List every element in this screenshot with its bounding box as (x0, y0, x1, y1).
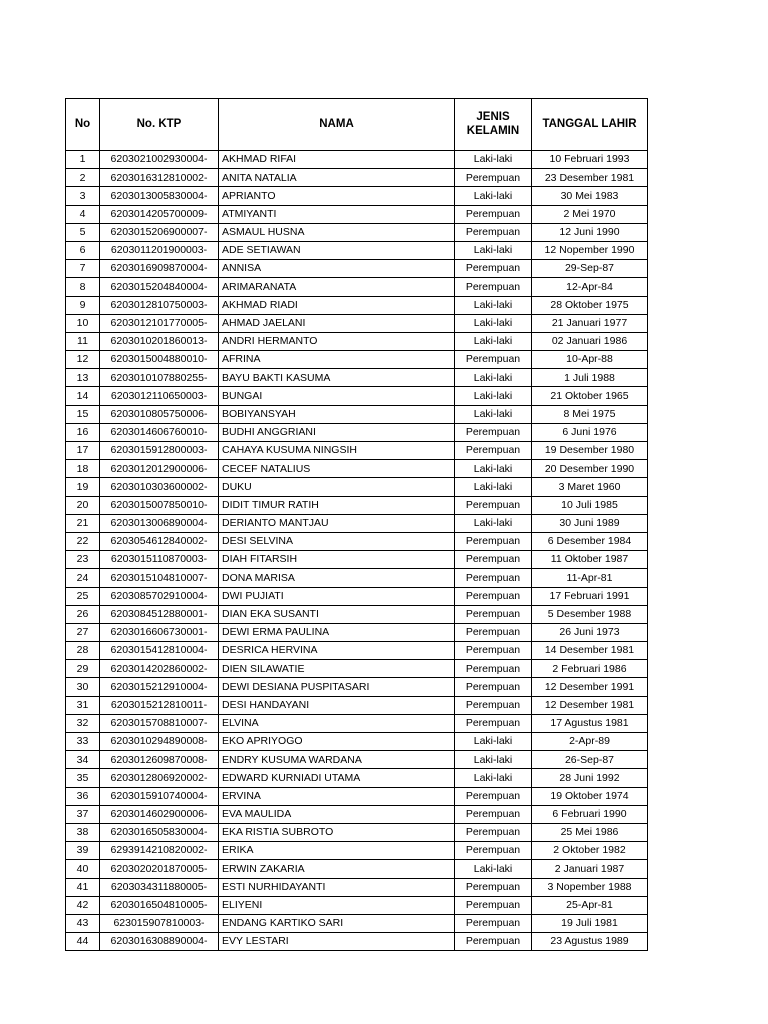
cell-ktp: 6203012609870008- (100, 751, 219, 769)
cell-tanggal-lahir: 12-Apr-84 (532, 278, 648, 296)
cell-ktp: 6203084512880001- (100, 605, 219, 623)
cell-no: 31 (66, 696, 100, 714)
table-row (66, 696, 648, 714)
table-row (66, 678, 648, 696)
table-row (66, 351, 648, 369)
cell-nama: ESTI NURHIDAYANTI (219, 878, 455, 896)
table-row (66, 551, 648, 569)
cell-jenis-kelamin: Laki-laki (455, 751, 532, 769)
cell-tanggal-lahir: 3 Nopember 1988 (532, 878, 648, 896)
cell-tanggal-lahir: 02 Januari 1986 (532, 332, 648, 350)
table-row (66, 769, 648, 787)
cell-nama: DESRICA HERVINA (219, 642, 455, 660)
cell-nama: AHMAD JAELANI (219, 314, 455, 332)
cell-ktp: 6203010201860013- (100, 332, 219, 350)
table-row (66, 514, 648, 532)
cell-jenis-kelamin: Perempuan (455, 442, 532, 460)
cell-ktp: 6203015007850010- (100, 496, 219, 514)
cell-jenis-kelamin: Perempuan (455, 587, 532, 605)
cell-nama: DIAH FITARSIH (219, 551, 455, 569)
cell-ktp: 6203015110870003- (100, 551, 219, 569)
cell-tanggal-lahir: 19 Oktober 1974 (532, 787, 648, 805)
cell-nama: AKHMAD RIFAI (219, 151, 455, 169)
cell-no: 2 (66, 169, 100, 187)
table-row (66, 860, 648, 878)
cell-tanggal-lahir: 5 Desember 1988 (532, 605, 648, 623)
cell-no: 33 (66, 733, 100, 751)
cell-tanggal-lahir: 30 Juni 1989 (532, 514, 648, 532)
cell-no: 42 (66, 896, 100, 914)
table-row (66, 532, 648, 550)
cell-jenis-kelamin: Laki-laki (455, 733, 532, 751)
cell-tanggal-lahir: 17 Februari 1991 (532, 587, 648, 605)
cell-nama: EVA MAULIDA (219, 805, 455, 823)
table-row (66, 823, 648, 841)
cell-jenis-kelamin: Laki-laki (455, 860, 532, 878)
header-row (66, 99, 648, 151)
cell-jenis-kelamin: Laki-laki (455, 314, 532, 332)
table-row (66, 405, 648, 423)
table-row (66, 369, 648, 387)
cell-nama: ARIMARANATA (219, 278, 455, 296)
cell-nama: DIDIT TIMUR RATIH (219, 496, 455, 514)
cell-nama: DIAN EKA SUSANTI (219, 605, 455, 623)
cell-nama: DWI PUJIATI (219, 587, 455, 605)
cell-jenis-kelamin: Perempuan (455, 223, 532, 241)
cell-tanggal-lahir: 26-Sep-87 (532, 751, 648, 769)
cell-no: 14 (66, 387, 100, 405)
cell-no: 3 (66, 187, 100, 205)
cell-jenis-kelamin: Perempuan (455, 205, 532, 223)
cell-jenis-kelamin: Perempuan (455, 933, 532, 951)
cell-ktp: 6203015004880010- (100, 351, 219, 369)
table-row (66, 896, 648, 914)
cell-nama: ERWIN ZAKARIA (219, 860, 455, 878)
cell-nama: ATMIYANTI (219, 205, 455, 223)
cell-tanggal-lahir: 28 Oktober 1975 (532, 296, 648, 314)
table-row (66, 278, 648, 296)
table-row (66, 642, 648, 660)
cell-no: 12 (66, 351, 100, 369)
cell-nama: ERVINA (219, 787, 455, 805)
cell-no: 5 (66, 223, 100, 241)
cell-tanggal-lahir: 17 Agustus 1981 (532, 714, 648, 732)
cell-no: 41 (66, 878, 100, 896)
cell-no: 1 (66, 151, 100, 169)
cell-jenis-kelamin: Laki-laki (455, 187, 532, 205)
cell-jenis-kelamin: Perempuan (455, 787, 532, 805)
cell-jenis-kelamin: Perempuan (455, 496, 532, 514)
cell-tanggal-lahir: 2-Apr-89 (532, 733, 648, 751)
cell-no: 21 (66, 514, 100, 532)
cell-no: 39 (66, 842, 100, 860)
cell-tanggal-lahir: 6 Februari 1990 (532, 805, 648, 823)
cell-no: 25 (66, 587, 100, 605)
cell-nama: DEWI DESIANA PUSPITASARI (219, 678, 455, 696)
table-row (66, 223, 648, 241)
cell-no: 43 (66, 914, 100, 932)
cell-ktp: 6203010107880255- (100, 369, 219, 387)
cell-nama: DUKU (219, 478, 455, 496)
cell-jenis-kelamin: Perempuan (455, 569, 532, 587)
cell-jenis-kelamin: Perempuan (455, 660, 532, 678)
table-row (66, 314, 648, 332)
cell-jenis-kelamin: Laki-laki (455, 296, 532, 314)
cell-ktp: 6203016504810005- (100, 896, 219, 914)
cell-jenis-kelamin: Perempuan (455, 914, 532, 932)
table-row (66, 296, 648, 314)
cell-tanggal-lahir: 25 Mei 1986 (532, 823, 648, 841)
cell-no: 40 (66, 860, 100, 878)
table-row (66, 605, 648, 623)
cell-ktp: 6203015204840004- (100, 278, 219, 296)
cell-ktp: 6203014606760010- (100, 423, 219, 441)
table-row (66, 387, 648, 405)
cell-no: 23 (66, 551, 100, 569)
cell-ktp: 6203054612840002- (100, 532, 219, 550)
cell-jenis-kelamin: Laki-laki (455, 387, 532, 405)
cell-tanggal-lahir: 23 Desember 1981 (532, 169, 648, 187)
table-row (66, 787, 648, 805)
cell-jenis-kelamin: Perempuan (455, 896, 532, 914)
cell-jenis-kelamin: Perempuan (455, 678, 532, 696)
cell-jenis-kelamin: Perempuan (455, 642, 532, 660)
cell-nama: APRIANTO (219, 187, 455, 205)
cell-ktp: 623015907810003- (100, 914, 219, 932)
cell-jenis-kelamin: Perempuan (455, 805, 532, 823)
cell-jenis-kelamin: Laki-laki (455, 514, 532, 532)
cell-tanggal-lahir: 28 Juni 1992 (532, 769, 648, 787)
cell-tanggal-lahir: 1 Juli 1988 (532, 369, 648, 387)
cell-ktp: 6203016312810002- (100, 169, 219, 187)
cell-nama: DIEN SILAWATIE (219, 660, 455, 678)
table-row (66, 933, 648, 951)
cell-nama: AFRINA (219, 351, 455, 369)
cell-tanggal-lahir: 6 Juni 1976 (532, 423, 648, 441)
cell-jenis-kelamin: Laki-laki (455, 460, 532, 478)
table-row (66, 569, 648, 587)
table-row (66, 878, 648, 896)
cell-ktp: 6203012810750003- (100, 296, 219, 314)
cell-ktp: 6203013005830004- (100, 187, 219, 205)
cell-no: 27 (66, 623, 100, 641)
cell-tanggal-lahir: 6 Desember 1984 (532, 532, 648, 550)
cell-jenis-kelamin: Perempuan (455, 842, 532, 860)
table-row (66, 151, 648, 169)
cell-no: 20 (66, 496, 100, 514)
table-row (66, 187, 648, 205)
table-row (66, 423, 648, 441)
cell-nama: DONA MARISA (219, 569, 455, 587)
header-tanggal-lahir: TANGGAL LAHIR (532, 99, 648, 151)
cell-nama: DERIANTO MANTJAU (219, 514, 455, 532)
cell-ktp: 6203012806920002- (100, 769, 219, 787)
cell-tanggal-lahir: 19 Juli 1981 (532, 914, 648, 932)
cell-jenis-kelamin: Perempuan (455, 551, 532, 569)
cell-tanggal-lahir: 10-Apr-88 (532, 351, 648, 369)
cell-jenis-kelamin: Laki-laki (455, 405, 532, 423)
cell-ktp: 6203016909870004- (100, 260, 219, 278)
cell-nama: ENDRY KUSUMA WARDANA (219, 751, 455, 769)
cell-no: 32 (66, 714, 100, 732)
cell-nama: ERIKA (219, 842, 455, 860)
table-row (66, 805, 648, 823)
table-row (66, 332, 648, 350)
cell-ktp: 6203015708810007- (100, 714, 219, 732)
cell-jenis-kelamin: Laki-laki (455, 332, 532, 350)
cell-no: 44 (66, 933, 100, 951)
cell-no: 35 (66, 769, 100, 787)
cell-jenis-kelamin: Laki-laki (455, 151, 532, 169)
cell-jenis-kelamin: Perempuan (455, 532, 532, 550)
table-row (66, 442, 648, 460)
cell-tanggal-lahir: 12 Nopember 1990 (532, 241, 648, 259)
cell-nama: BOBIYANSYAH (219, 405, 455, 423)
cell-no: 38 (66, 823, 100, 841)
cell-ktp: 6203010303600002- (100, 478, 219, 496)
cell-jenis-kelamin: Laki-laki (455, 478, 532, 496)
cell-ktp: 6293914210820002- (100, 842, 219, 860)
cell-no: 9 (66, 296, 100, 314)
cell-nama: EDWARD KURNIADI UTAMA (219, 769, 455, 787)
cell-ktp: 6203012110650003- (100, 387, 219, 405)
cell-no: 28 (66, 642, 100, 660)
cell-tanggal-lahir: 23 Agustus 1989 (532, 933, 648, 951)
cell-nama: ANDRI HERMANTO (219, 332, 455, 350)
cell-no: 15 (66, 405, 100, 423)
cell-nama: ANNISA (219, 260, 455, 278)
table-row (66, 496, 648, 514)
cell-no: 18 (66, 460, 100, 478)
cell-no: 26 (66, 605, 100, 623)
cell-tanggal-lahir: 21 Oktober 1965 (532, 387, 648, 405)
cell-ktp: 6203015206900007- (100, 223, 219, 241)
cell-tanggal-lahir: 2 Februari 1986 (532, 660, 648, 678)
table-row (66, 733, 648, 751)
cell-no: 29 (66, 660, 100, 678)
cell-nama: CAHAYA KUSUMA NINGSIH (219, 442, 455, 460)
cell-nama: DEWI ERMA PAULINA (219, 623, 455, 641)
cell-no: 34 (66, 751, 100, 769)
cell-no: 10 (66, 314, 100, 332)
cell-nama: EVY LESTARI (219, 933, 455, 951)
cell-no: 19 (66, 478, 100, 496)
header-jenis-kelamin: JENIS KELAMIN (455, 99, 532, 151)
cell-ktp: 6203013006890004- (100, 514, 219, 532)
table-row (66, 241, 648, 259)
cell-jenis-kelamin: Perempuan (455, 623, 532, 641)
cell-tanggal-lahir: 10 Februari 1993 (532, 151, 648, 169)
table-row (66, 842, 648, 860)
cell-ktp: 6203015212910004- (100, 678, 219, 696)
header-ktp: No. KTP (100, 99, 219, 151)
cell-ktp: 6203034311880005- (100, 878, 219, 896)
header-no: No (66, 99, 100, 151)
cell-jenis-kelamin: Perempuan (455, 278, 532, 296)
cell-ktp: 6203015910740004- (100, 787, 219, 805)
cell-nama: EKO APRIYOGO (219, 733, 455, 751)
cell-tanggal-lahir: 2 Mei 1970 (532, 205, 648, 223)
cell-nama: CECEF NATALIUS (219, 460, 455, 478)
cell-jenis-kelamin: Perempuan (455, 260, 532, 278)
cell-tanggal-lahir: 29-Sep-87 (532, 260, 648, 278)
cell-tanggal-lahir: 10 Juli 1985 (532, 496, 648, 514)
cell-tanggal-lahir: 2 Oktober 1982 (532, 842, 648, 860)
cell-no: 24 (66, 569, 100, 587)
cell-jenis-kelamin: Perempuan (455, 423, 532, 441)
cell-nama: ADE SETIAWAN (219, 241, 455, 259)
cell-tanggal-lahir: 2 Januari 1987 (532, 860, 648, 878)
cell-ktp: 6203020201870005- (100, 860, 219, 878)
cell-jenis-kelamin: Perempuan (455, 696, 532, 714)
cell-nama: ELIYENI (219, 896, 455, 914)
cell-tanggal-lahir: 14 Desember 1981 (532, 642, 648, 660)
header-nama: NAMA (219, 99, 455, 151)
cell-no: 13 (66, 369, 100, 387)
table-row (66, 751, 648, 769)
cell-ktp: 6203016505830004- (100, 823, 219, 841)
cell-nama: BAYU BAKTI KASUMA (219, 369, 455, 387)
cell-tanggal-lahir: 26 Juni 1973 (532, 623, 648, 641)
cell-ktp: 6203016606730001- (100, 623, 219, 641)
cell-tanggal-lahir: 11 Oktober 1987 (532, 551, 648, 569)
cell-jenis-kelamin: Laki-laki (455, 369, 532, 387)
cell-jenis-kelamin: Laki-laki (455, 241, 532, 259)
cell-no: 4 (66, 205, 100, 223)
cell-no: 8 (66, 278, 100, 296)
cell-no: 36 (66, 787, 100, 805)
cell-nama: BUDHI ANGGRIANI (219, 423, 455, 441)
cell-ktp: 6203015212810011- (100, 696, 219, 714)
cell-ktp: 6203016308890004- (100, 933, 219, 951)
cell-ktp: 6203010805750006- (100, 405, 219, 423)
cell-tanggal-lahir: 21 Januari 1977 (532, 314, 648, 332)
cell-ktp: 6203010294890008- (100, 733, 219, 751)
cell-nama: DESI SELVINA (219, 532, 455, 550)
table-row (66, 660, 648, 678)
table-row (66, 478, 648, 496)
table-row (66, 587, 648, 605)
cell-nama: BUNGAI (219, 387, 455, 405)
cell-nama: DESI HANDAYANI (219, 696, 455, 714)
cell-jenis-kelamin: Perempuan (455, 169, 532, 187)
cell-jenis-kelamin: Perempuan (455, 823, 532, 841)
cell-no: 7 (66, 260, 100, 278)
data-table (65, 98, 648, 951)
cell-tanggal-lahir: 12 Desember 1981 (532, 696, 648, 714)
table-row (66, 460, 648, 478)
cell-no: 16 (66, 423, 100, 441)
cell-jenis-kelamin: Perempuan (455, 605, 532, 623)
cell-no: 22 (66, 532, 100, 550)
cell-nama: ENDANG KARTIKO SARI (219, 914, 455, 932)
cell-tanggal-lahir: 30 Mei 1983 (532, 187, 648, 205)
cell-ktp: 6203014602900006- (100, 805, 219, 823)
cell-no: 6 (66, 241, 100, 259)
table-row (66, 169, 648, 187)
cell-jenis-kelamin: Perempuan (455, 351, 532, 369)
cell-jenis-kelamin: Laki-laki (455, 769, 532, 787)
cell-ktp: 6203085702910004- (100, 587, 219, 605)
cell-tanggal-lahir: 12 Juni 1990 (532, 223, 648, 241)
cell-tanggal-lahir: 25-Apr-81 (532, 896, 648, 914)
cell-ktp: 6203011201900003- (100, 241, 219, 259)
cell-jenis-kelamin: Perempuan (455, 878, 532, 896)
cell-no: 30 (66, 678, 100, 696)
cell-ktp: 6203014202860002- (100, 660, 219, 678)
cell-nama: ASMAUL HUSNA (219, 223, 455, 241)
table-row (66, 623, 648, 641)
cell-tanggal-lahir: 11-Apr-81 (532, 569, 648, 587)
cell-no: 11 (66, 332, 100, 350)
table-row (66, 260, 648, 278)
cell-tanggal-lahir: 3 Maret 1960 (532, 478, 648, 496)
cell-no: 37 (66, 805, 100, 823)
cell-tanggal-lahir: 19 Desember 1980 (532, 442, 648, 460)
cell-tanggal-lahir: 20 Desember 1990 (532, 460, 648, 478)
cell-ktp: 6203015412810004- (100, 642, 219, 660)
cell-nama: ELVINA (219, 714, 455, 732)
cell-ktp: 6203014205700009- (100, 205, 219, 223)
cell-ktp: 6203012012900006- (100, 460, 219, 478)
table-row (66, 714, 648, 732)
cell-tanggal-lahir: 12 Desember 1991 (532, 678, 648, 696)
cell-ktp: 6203015912800003- (100, 442, 219, 460)
table-row (66, 914, 648, 932)
table-row (66, 205, 648, 223)
cell-nama: AKHMAD RIADI (219, 296, 455, 314)
cell-nama: EKA RISTIA SUBROTO (219, 823, 455, 841)
cell-ktp: 6203012101770005- (100, 314, 219, 332)
cell-ktp: 6203021002930004- (100, 151, 219, 169)
cell-nama: ANITA NATALIA (219, 169, 455, 187)
cell-no: 17 (66, 442, 100, 460)
cell-ktp: 6203015104810007- (100, 569, 219, 587)
cell-tanggal-lahir: 8 Mei 1975 (532, 405, 648, 423)
cell-jenis-kelamin: Perempuan (455, 714, 532, 732)
